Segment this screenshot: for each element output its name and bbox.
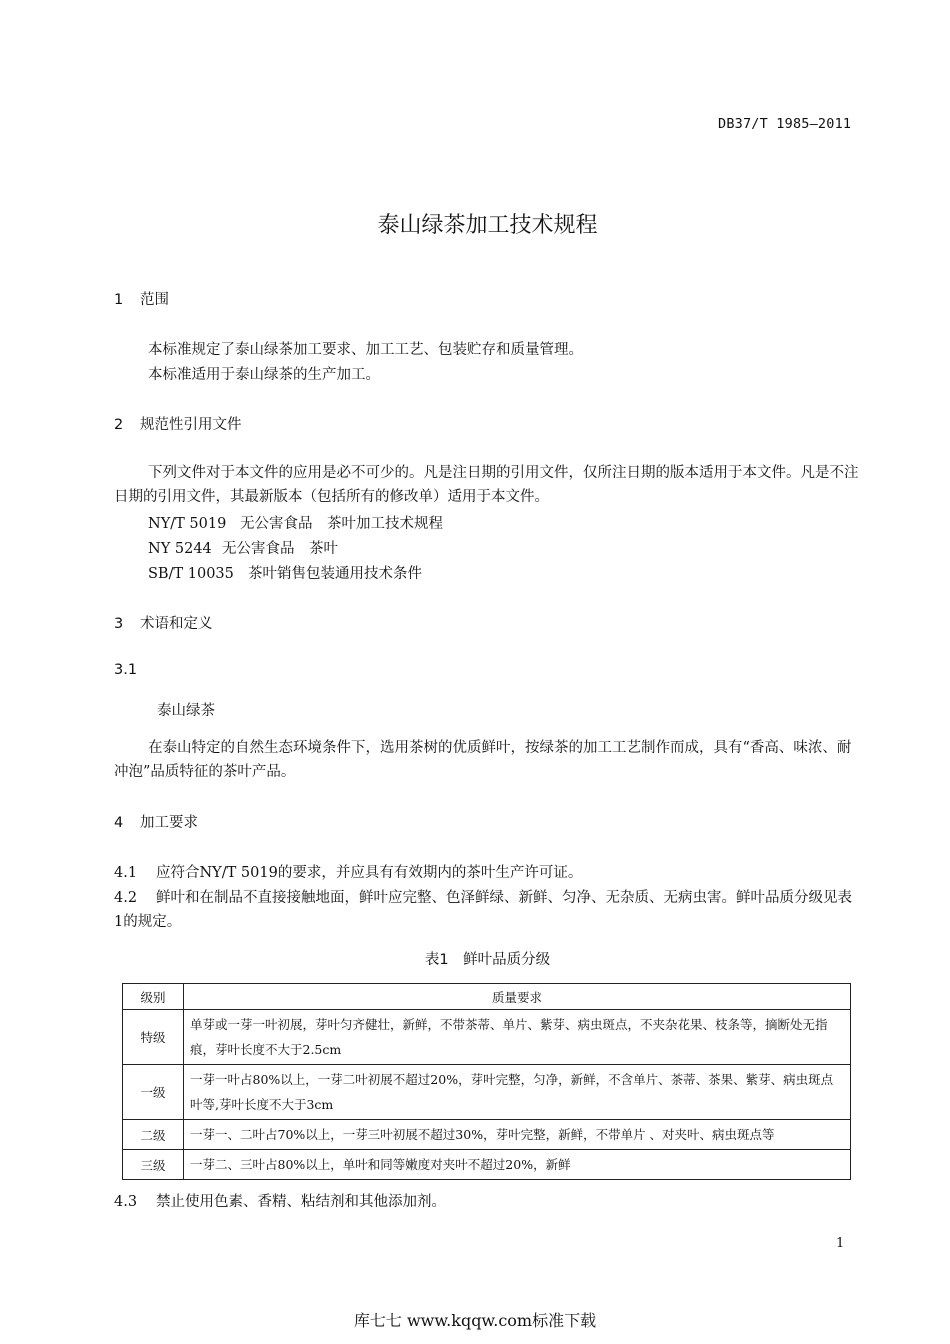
clause-4-2 bbox=[114, 886, 860, 934]
reference-code: NY/T 5019 bbox=[148, 516, 227, 532]
section-number: 2 bbox=[114, 417, 124, 433]
requirement-cell: 一芽一叶占80%以上，一芽二叶初展不超过20%，芽叶完整，匀净，新鲜，不含单片、茶蒂、茶果、紫芽、病虫斑点叶等,芽叶长度不大于3cm bbox=[184, 1065, 851, 1120]
clause-number: 4.1 bbox=[114, 865, 138, 881]
normative-reference bbox=[148, 562, 422, 583]
clause-text: 鲜叶和在制品不直接接触地面，鲜叶应完整、色泽鲜绿、新鲜、匀净、无杂质、无病虫害。鲜叶品质分级见表1的规定。 bbox=[114, 890, 852, 930]
reference-title: 茶叶销售包装通用技术条件 bbox=[248, 566, 422, 582]
standard-code: DB37/T 1985—2011 bbox=[718, 116, 852, 132]
grade-cell: 特级 bbox=[123, 1010, 184, 1065]
requirement-cell: 一芽二、三叶占80%以上，单叶和同等嫩度对夹叶不超过20%，新鲜 bbox=[184, 1150, 851, 1180]
paragraph: 本标准规定了泰山绿茶加工要求、加工工艺、包装贮存和质量管理。 bbox=[148, 342, 583, 358]
table-row bbox=[123, 1150, 851, 1180]
section-1-heading bbox=[114, 288, 169, 309]
table-row bbox=[123, 1010, 851, 1065]
section-title: 范围 bbox=[140, 292, 169, 308]
normative-reference bbox=[148, 537, 338, 558]
section-number: 4 bbox=[114, 815, 124, 831]
section-3-heading bbox=[114, 612, 213, 633]
column-header: 级别 bbox=[123, 984, 184, 1010]
grade-cell: 三级 bbox=[123, 1150, 184, 1180]
section-title: 加工要求 bbox=[140, 815, 198, 831]
reference-code: SB/T 10035 bbox=[148, 566, 234, 582]
section-number: 3 bbox=[114, 616, 124, 632]
paragraph: 本标准适用于泰山绿茶的生产加工。 bbox=[148, 367, 380, 383]
section-number: 1 bbox=[114, 292, 124, 308]
requirement-cell: 一芽一、二叶占70%以上，一芽三叶初展不超过30%，芽叶完整，新鲜，不带单片 、对夹叶、病虫斑点等 bbox=[184, 1120, 851, 1150]
grade-cell: 一级 bbox=[123, 1065, 184, 1120]
table-row bbox=[123, 1120, 851, 1150]
leaf-grade-table bbox=[122, 983, 851, 1180]
section-2-heading bbox=[114, 413, 242, 434]
paragraph: 下列文件对于本文件的应用是必不可少的。凡是注日期的引用文件，仅所注日期的版本适用于本文件。凡是不注日期的引用文件，其最新版本（包括所有的修改单）适用于本文件。 bbox=[114, 465, 859, 505]
table-row bbox=[123, 1065, 851, 1120]
reference-title: 无公害食品 茶叶 bbox=[222, 541, 338, 557]
clause-4-1 bbox=[114, 861, 582, 882]
clause-number: 4.3 bbox=[114, 1194, 138, 1210]
reference-code: NY 5244 bbox=[148, 541, 212, 557]
table-header-row bbox=[123, 984, 851, 1010]
clause-text: 禁止使用色素、香精、粘结剂和其他添加剂。 bbox=[156, 1194, 446, 1210]
clause-number: 4.2 bbox=[114, 890, 138, 906]
column-header: 质量要求 bbox=[184, 984, 851, 1010]
footer-watermark: 库七七 www.kqqw.com标准下载 bbox=[353, 1311, 597, 1330]
clause-text: 应符合NY/T 5019的要求，并应具有有效期内的茶叶生产许可证。 bbox=[156, 865, 583, 881]
grade-cell: 二级 bbox=[123, 1120, 184, 1150]
reference-title: 无公害食品 茶叶加工技术规程 bbox=[240, 516, 443, 532]
term: 泰山绿茶 bbox=[157, 703, 215, 719]
section-title: 规范性引用文件 bbox=[140, 417, 242, 433]
definition: 在泰山特定的自然生态环境条件下，选用茶树的优质鲜叶，按绿茶的加工工艺制作而成，具有“香高、味浓、耐冲泡”品质特征的茶叶产品。 bbox=[114, 740, 852, 780]
table-caption: 表1 鲜叶品质分级 bbox=[424, 952, 551, 968]
clause-4-3 bbox=[114, 1190, 446, 1211]
page-title: 泰山绿茶加工技术规程 bbox=[377, 213, 598, 238]
section-4-heading bbox=[114, 811, 198, 832]
section-title: 术语和定义 bbox=[140, 616, 213, 632]
page-number: 1 bbox=[836, 1236, 845, 1251]
subsection-number: 3.1 bbox=[114, 662, 138, 678]
requirement-cell: 单芽或一芽一叶初展，芽叶匀齐健壮，新鲜，不带茶蒂、单片、紫芽、病虫斑点，不夹杂花果、枝条等，摘断处无指痕，芽叶长度不大于2.5cm bbox=[184, 1010, 851, 1065]
normative-reference bbox=[148, 512, 443, 533]
